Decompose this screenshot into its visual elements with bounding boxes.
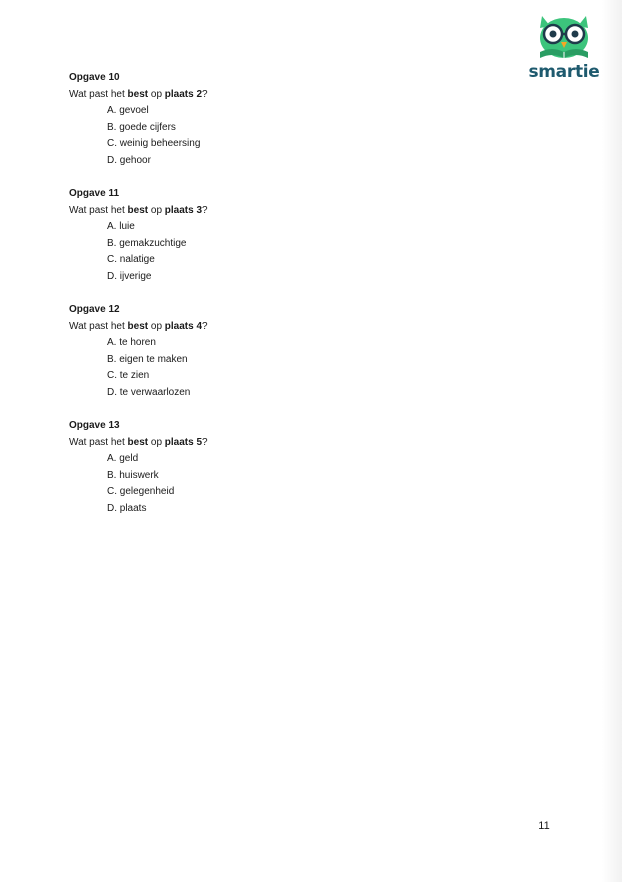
question-block xyxy=(69,70,529,169)
owl-icon xyxy=(534,12,594,64)
question-list xyxy=(69,70,529,534)
question-block xyxy=(69,186,529,285)
answer-option: C. weinig beheersing xyxy=(107,138,201,149)
answer-option: C. gelegenheid xyxy=(107,486,175,497)
question-text: Wat past het best op plaats 2? xyxy=(69,88,208,100)
answer-options xyxy=(69,335,529,401)
question-title: Opgave 10 xyxy=(69,72,120,83)
answer-option: D. plaats xyxy=(107,502,147,514)
answer-option: D. gehoor xyxy=(107,154,151,166)
brand-wordmark: smartie xyxy=(528,62,600,82)
question-title: Opgave 11 xyxy=(69,188,120,199)
answer-option: D. te verwaarlozen xyxy=(107,386,191,398)
answer-option: B. huiswerk xyxy=(107,469,159,481)
answer-options xyxy=(69,219,529,285)
answer-option: B. goede cijfers xyxy=(107,121,176,133)
question-title: Opgave 13 xyxy=(69,420,120,431)
answer-option: A. luie xyxy=(107,221,135,232)
answer-option: D. ijverige xyxy=(107,270,152,282)
page-number: 11 xyxy=(538,820,550,832)
question-text: Wat past het best op plaats 3? xyxy=(69,204,208,216)
answer-option: B. eigen te maken xyxy=(107,353,188,365)
question-block xyxy=(69,302,529,401)
answer-option: B. gemakzuchtige xyxy=(107,237,187,249)
question-title: Opgave 12 xyxy=(69,304,120,315)
answer-option: A. geld xyxy=(107,453,139,464)
answer-options xyxy=(69,103,529,169)
answer-option: C. te zien xyxy=(107,370,150,381)
question-text: Wat past het best op plaats 5? xyxy=(69,436,208,448)
answer-option: A. gevoel xyxy=(107,105,149,116)
question-block xyxy=(69,418,529,517)
answer-options xyxy=(69,451,529,517)
answer-option: C. nalatige xyxy=(107,254,155,265)
page-edge-shadow xyxy=(602,0,622,882)
answer-option: A. te horen xyxy=(107,337,156,348)
question-text: Wat past het best op plaats 4? xyxy=(69,320,208,332)
smartie-logo xyxy=(526,12,602,84)
